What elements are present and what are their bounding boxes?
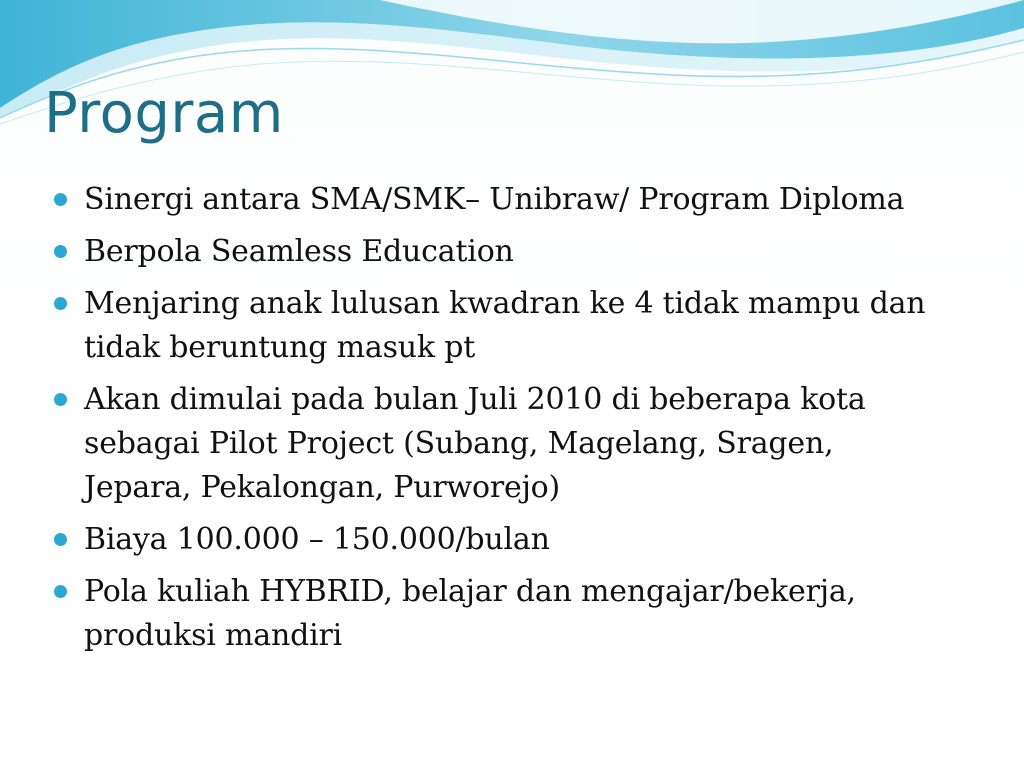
- bullet-dot-icon: [54, 193, 67, 206]
- bullet-dot-icon: [54, 245, 67, 258]
- bullet-text: Pola kuliah HYBRID, belajar dan mengajar/bekerja, produksi mandiri: [84, 574, 856, 653]
- bullet-dot-icon: [54, 585, 67, 598]
- bullet-item: [54, 282, 934, 370]
- bullet-item: [54, 178, 934, 222]
- bullet-item: [54, 518, 934, 562]
- bullet-dot-icon: [54, 297, 67, 310]
- bullet-dot-icon: [54, 533, 67, 546]
- bullet-text: Biaya 100.000 – 150.000/bulan: [84, 522, 550, 557]
- slide-title: Program: [44, 81, 284, 146]
- bullet-dot-icon: [54, 393, 67, 406]
- bullet-item: [54, 570, 934, 658]
- bullet-text: Akan dimulai pada bulan Juli 2010 di beberapa kota sebagai Pilot Project (Subang, Magelang, Sragen, Jepara, Pekalongan, Purworejo): [84, 382, 866, 505]
- bullet-text: Berpola Seamless Education: [84, 234, 514, 269]
- bullet-item: [54, 230, 934, 274]
- bullet-list: [54, 178, 934, 666]
- bullet-text: Menjaring anak lulusan kwadran ke 4 tidak mampu dan tidak beruntung masuk pt: [84, 286, 926, 365]
- bullet-text: Sinergi antara SMA/SMK– Unibraw/ Program Diploma: [84, 182, 905, 217]
- bullet-item: [54, 378, 934, 510]
